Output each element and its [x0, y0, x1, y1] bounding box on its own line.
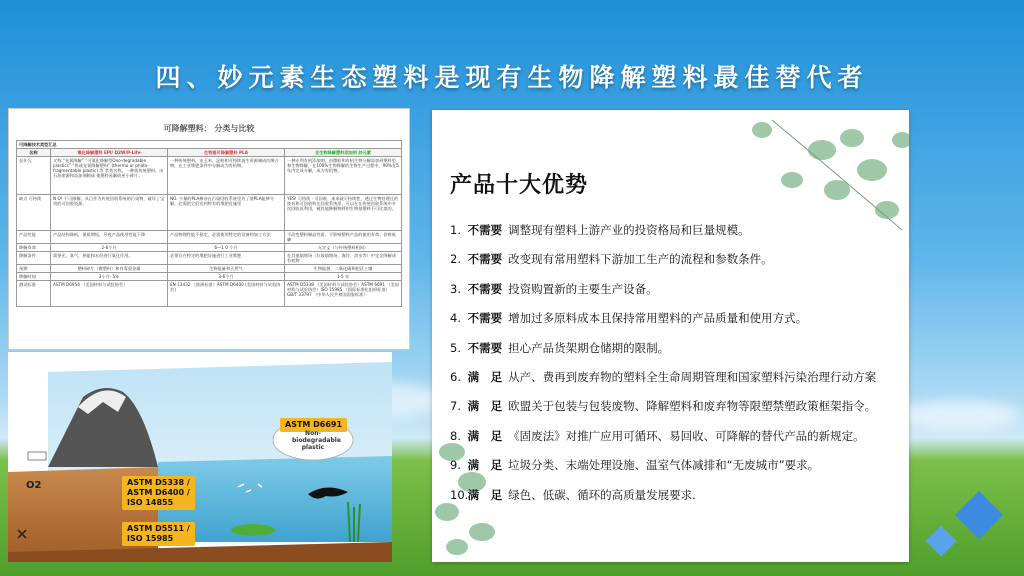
list-item	[450, 251, 905, 280]
item-number: 10.	[450, 487, 469, 502]
list-item	[450, 369, 905, 398]
list-item	[450, 281, 905, 310]
table-cell: 产品物理性能不稳定，必需使用特定的设备和加工方法	[168, 231, 285, 244]
cloud	[900, 400, 1020, 430]
slide-title: 四、妙元素生态塑料是现有生物降解塑料最佳替代者	[155, 63, 869, 92]
astm-d5511-label: ASTM D5511 / ISO 15985	[122, 522, 195, 546]
item-keyword: 不需要	[467, 223, 503, 237]
advantages-title: 产品十大优势	[450, 173, 589, 198]
table-cell: N O! 不可降解。具目作为传统回收系统的污染物，破坏了宝贵的可回收资源。	[51, 195, 168, 231]
table-row	[17, 195, 402, 231]
advantages-list	[450, 222, 905, 516]
illustration-scene	[8, 352, 392, 562]
item-number: 5.	[450, 340, 461, 355]
item-keyword: 满 足	[467, 369, 503, 384]
list-item	[450, 340, 905, 369]
table-cell: 一种传统塑料，由玉米、淀粉和可持续再生资源制成的聚合物，在工业堆肥条件中分解成为有机物。	[168, 157, 285, 195]
table-header-cell: 生物基可降解塑料 PLA	[168, 149, 285, 157]
table-cell: EN 13432 （欧洲标准）ASTM D6400 (美国材料与试验协会)	[168, 281, 285, 307]
item-keyword: 不需要	[467, 252, 503, 267]
oxygen-label: O2	[26, 480, 42, 491]
table-caption: 可降解技术类型汇总	[17, 141, 402, 149]
list-item	[450, 487, 905, 516]
item-text: 《固废法》对推广应用可循环、易回收、可降解的替代产品的新规定。	[508, 428, 865, 443]
table-cell: 降解条件	[17, 252, 51, 265]
table-cell: 6—1 0 个月	[168, 244, 285, 252]
table-row	[17, 252, 402, 265]
item-keyword: 不需要	[467, 340, 503, 355]
table-header-cell: 全生物降解塑料添加剂 妙元素	[285, 149, 402, 157]
list-item	[450, 457, 905, 486]
astm-d5338-label: ASTM D5338 / ASTM D6400 / ISO 14855	[122, 476, 195, 510]
item-keyword: 满 足	[467, 458, 503, 473]
table-header-cell: 氧化降解塑料 EPI/ D2W/P-Life	[51, 149, 168, 157]
degradation-illustration	[8, 352, 392, 562]
list-item	[450, 428, 905, 457]
table-cell: 降解时间	[17, 273, 51, 281]
table-cell: 塑料碎片（微塑料）和有毒重金属	[51, 265, 168, 273]
item-keyword: 不需要	[467, 281, 503, 296]
table-cell: 需要光、氧气、热能和水份进行氧化作用。	[51, 252, 168, 265]
table-heading: 可降解塑料： 分类与比较	[163, 124, 255, 133]
item-number: 6.	[450, 369, 461, 384]
item-number: 1.	[450, 223, 461, 237]
cow	[28, 452, 46, 460]
table-cell: NO. 少量的PLA掺杂在污染回收系统里为了使PLA能够分解，必需把它们送到特有的堆肥设施里	[168, 195, 285, 231]
item-keyword: 满 足	[467, 487, 503, 502]
table-cell: 3个月- 5年	[51, 273, 168, 281]
table-cell: YES! 可持续 · 可回收、本来就可持续性，透过生物处理过的废弃和可回收料在回收系统里，可以在在传统回收系统中多次回收再利用，被其他降解物料和生物基塑料不可比拟的。	[285, 195, 402, 231]
table-cell: 又称 “光氧降解” “可氧化降解型Oxo-degradable plastics” “热或光氧降解塑料” (thermo or photo-fragmentable plastic) 等 者类名称。一种依传统塑料，由石油来源和添加剂制成 使塑料易解成更小碎片。	[51, 157, 168, 195]
item-text: 改变现有常用塑料下游加工生产的流程和参数条件。	[508, 252, 773, 267]
list-item	[450, 398, 905, 427]
table-row	[17, 281, 402, 307]
table-row	[17, 265, 402, 273]
comparison-table-panel	[8, 108, 410, 350]
item-keyword: 满 足	[467, 399, 503, 414]
table-cell: 预期	[17, 265, 51, 273]
table-cell: 2-6个月	[51, 244, 168, 252]
table-header-cell: 名称	[17, 149, 51, 157]
table-cell: ASTM D6954 （美国材料与试验协会）	[51, 281, 168, 307]
item-number: 4.	[450, 311, 461, 326]
item-keyword: 不需要	[467, 311, 503, 326]
astm-d6691-label: ASTM D6691	[280, 418, 347, 432]
item-number: 7.	[450, 399, 461, 414]
table-cell: 3-6个月	[168, 273, 285, 281]
bubble-text: Non- biodegradable plastic	[292, 430, 341, 451]
table-cell: 降解寿命	[17, 244, 51, 252]
item-number: 3.	[450, 281, 461, 296]
table-row	[17, 157, 402, 195]
item-text: 投资购置新的主要生产设备。	[508, 281, 658, 296]
table-cell: 缺点 可持续	[17, 195, 51, 231]
item-text: 垃圾分类、末端处理设施、温室气体减排和“无废城市”要求。	[508, 458, 820, 473]
list-item	[450, 310, 905, 339]
item-text: 绿色、低碳、循环的高质量发展要求.	[508, 487, 696, 502]
item-keyword: 满 足	[467, 428, 503, 443]
diamond-decoration	[955, 491, 1003, 539]
table-cell: 产品性能	[17, 231, 51, 244]
diamond-decoration	[925, 525, 956, 556]
seaweed-mound	[231, 524, 275, 536]
table-cell: 是什么	[17, 157, 51, 195]
table-cell: 生物能量和天然气	[168, 265, 285, 273]
item-text: 从产、费再到废弃物的塑料全生命周期管理和国家塑料污染治理行动方案	[508, 369, 877, 384]
table-cell: 必须存在特定的堆肥设施进行工业堆肥	[168, 252, 285, 265]
table-header-row	[17, 149, 402, 157]
advantages-card	[432, 110, 909, 562]
table-cell: 在其他填埋场（垃圾填埋场、海洋、淡水等）中完全降解成有机物	[285, 252, 402, 265]
table-row	[17, 273, 402, 281]
table-cell: 1-5 年	[285, 273, 402, 281]
item-text: 增加过多原料成本且保持常用塑料的产品质量和使用方式。	[508, 311, 808, 326]
table-cell: 不改变塑料制品性质、不影响塑料产品的使用寿命；价格低廉	[285, 231, 402, 244]
item-text: 调整现有塑料上游产业的投资格局和巨量规模。	[508, 223, 750, 237]
item-text: 担心产品货架期仓储期的限制。	[508, 340, 670, 355]
table-row	[17, 244, 402, 252]
item-number: 8.	[450, 428, 461, 443]
item-text: 欧盟关于包装与包装废物、降解塑料和废弃物等限塑禁塑政策框架指令。	[508, 399, 877, 414]
table-cell: ASTM D5338 （美国材料与试验协会）ASTM 6691 （美国材料与试验协会）ISO 15985 （国际标准化组织标准）GB/T 33797 （中华人民共和国国家标准）	[285, 281, 402, 307]
table-cell: 生物能源、二氧化碳和肥沃土壤	[285, 265, 402, 273]
comparison-table	[16, 140, 402, 307]
table-cell: 无定义（与传统塑料相同）	[285, 244, 402, 252]
item-number: 9.	[450, 458, 461, 473]
table-cell: 一种专利有机添加剂，由微粒和有机生物分解添加到塑料里和生物降解，在100%生物降解的生物生产过程中，90%在5年内完成分解，成为有机物。	[285, 157, 402, 195]
list-item	[450, 222, 905, 251]
table-cell: 产品结构降低，保质期短，导致产品使用性能下降	[51, 231, 168, 244]
table-cell: 测试标准	[17, 281, 51, 307]
table-row	[17, 231, 402, 244]
item-number: 2.	[450, 252, 461, 267]
